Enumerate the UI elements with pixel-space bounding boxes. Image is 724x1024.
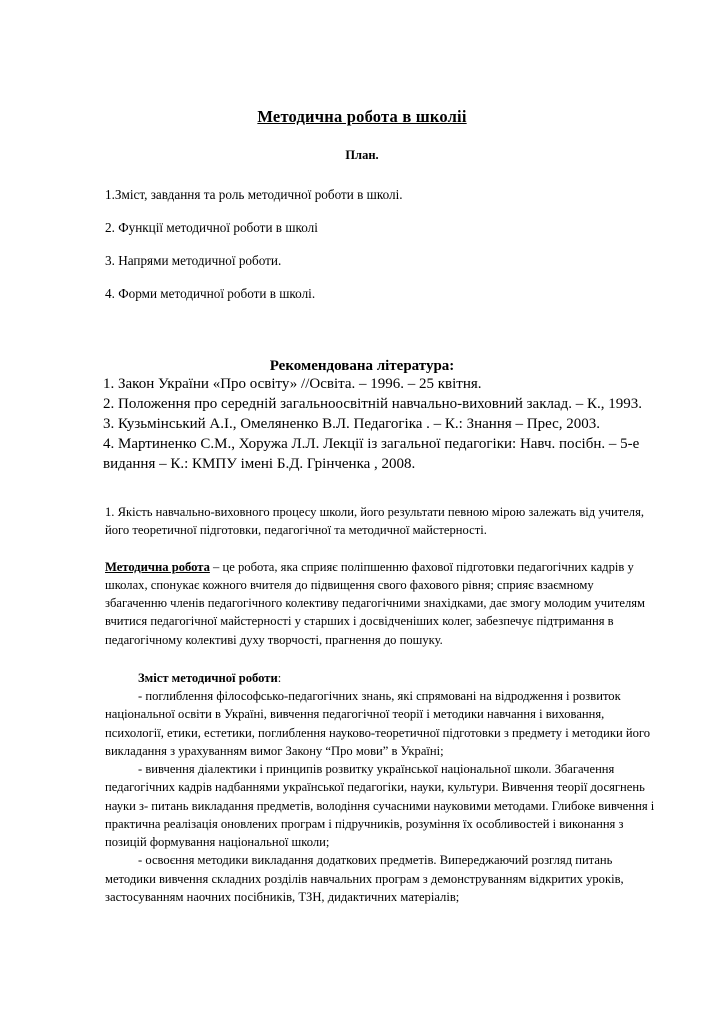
intro-paragraph: 1. Якість навчально-виховного процесу школи, його результати певною мірою залежать від учителя, його теоретичної підготовки, педагогічної та методичної майстерності. — [105, 505, 645, 538]
plan-list — [0, 163, 724, 301]
bibliography-item: 4. Мартиненко С.М., Хоружа Л.Л. Лекції із загальної педагогіки: Навч. посібн. – 5-е видання – К.: КМПУ імені Б.Д. Грінченка , 2008. — [103, 436, 640, 473]
content-bullet — [105, 687, 655, 760]
content-bullet-text: - освоєння методики викладання додаткових предметів. Випереджаючий розгляд питань методики вивчення складних розділів навчальних програм з демонструванням відкритих уроків, застосуванням наочних посібників, ТЗН, дидактичних матеріалів; — [105, 853, 624, 904]
content-bullet — [105, 851, 655, 906]
plan-item: 3. Напрями методичної роботи. — [105, 252, 282, 268]
content-bullet-text: - поглиблення філософсько-педагогічних знань, які спрямовані на відродження і розвиток національної освіти в Україні, вивчення педагогічної теорії і методики навчання і виховання, психології, етики, естетики, поглиблення науково-теоретичної підготовки з предмету і методики його викладання з урахуванням вимог Закону “Про мови” в Україні; — [105, 689, 651, 758]
content-heading-paragraph — [105, 649, 655, 687]
plan-heading: План. — [345, 148, 379, 162]
bibliography-heading: Рекомендована література: — [269, 358, 455, 375]
body-content — [0, 475, 724, 906]
plan-item: 2. Функції методичної роботи в школі — [105, 219, 318, 235]
definition-term: Методична робота — [105, 559, 210, 574]
page-title: Методична робота в школіі — [257, 107, 467, 126]
bibliography-item: 3. Кузьмінський А.І., Омеляненко В.Л. Педагогіка . – К.: Знання – Прес, 2003. — [103, 416, 601, 433]
content-bullet-text: - вивчення діалектики і принципів розвитку української національної школи. Збагачення педагогічних кадрів надбаннями української педагогіки, науки, культури. Вивчення теорії досягнень науки з- питань викладання предметів, володіння сучасними науковими методами. Глибоке вивчення і практична реалізація оновлених програм і підручників, розуміння їх особливостей і виконання з позицій формування національної школи; — [105, 762, 655, 850]
definition-text: – це робота, яка сприяє поліпшенню фахової підготовки педагогічних кадрів у школах, спонукає кожного вчителя до підвищення свого фахового рівня; сприяє взаємному збагаченню членів педагогічного колективу педагогічними знахідками, дає змогу молодим учителям вчитися педагогічної майстерності у старших і досвідченіших колег, забезпечує підтримання в педагогічному колективі духу творчості, прагнення до пошуку. — [105, 559, 645, 647]
content-heading-suffix: : — [277, 670, 282, 685]
plan-item: 1.Зміст, завдання та роль методичної роботи в школі. — [105, 187, 403, 202]
bibliography-item: 2. Положення про середній загальноосвітній навчально-виховний заклад. – К., 1993. — [103, 396, 643, 413]
bibliography-list — [0, 375, 724, 475]
content-bullet — [105, 760, 655, 851]
definition-paragraph — [105, 540, 655, 649]
plan-item: 4. Форми методичної роботи в школі. — [105, 285, 316, 301]
content-heading: Зміст методичної роботи — [138, 670, 278, 685]
bibliography-item: 1. Закон України «Про освіту» //Освіта. – 1996. – 25 квітня. — [103, 376, 482, 393]
